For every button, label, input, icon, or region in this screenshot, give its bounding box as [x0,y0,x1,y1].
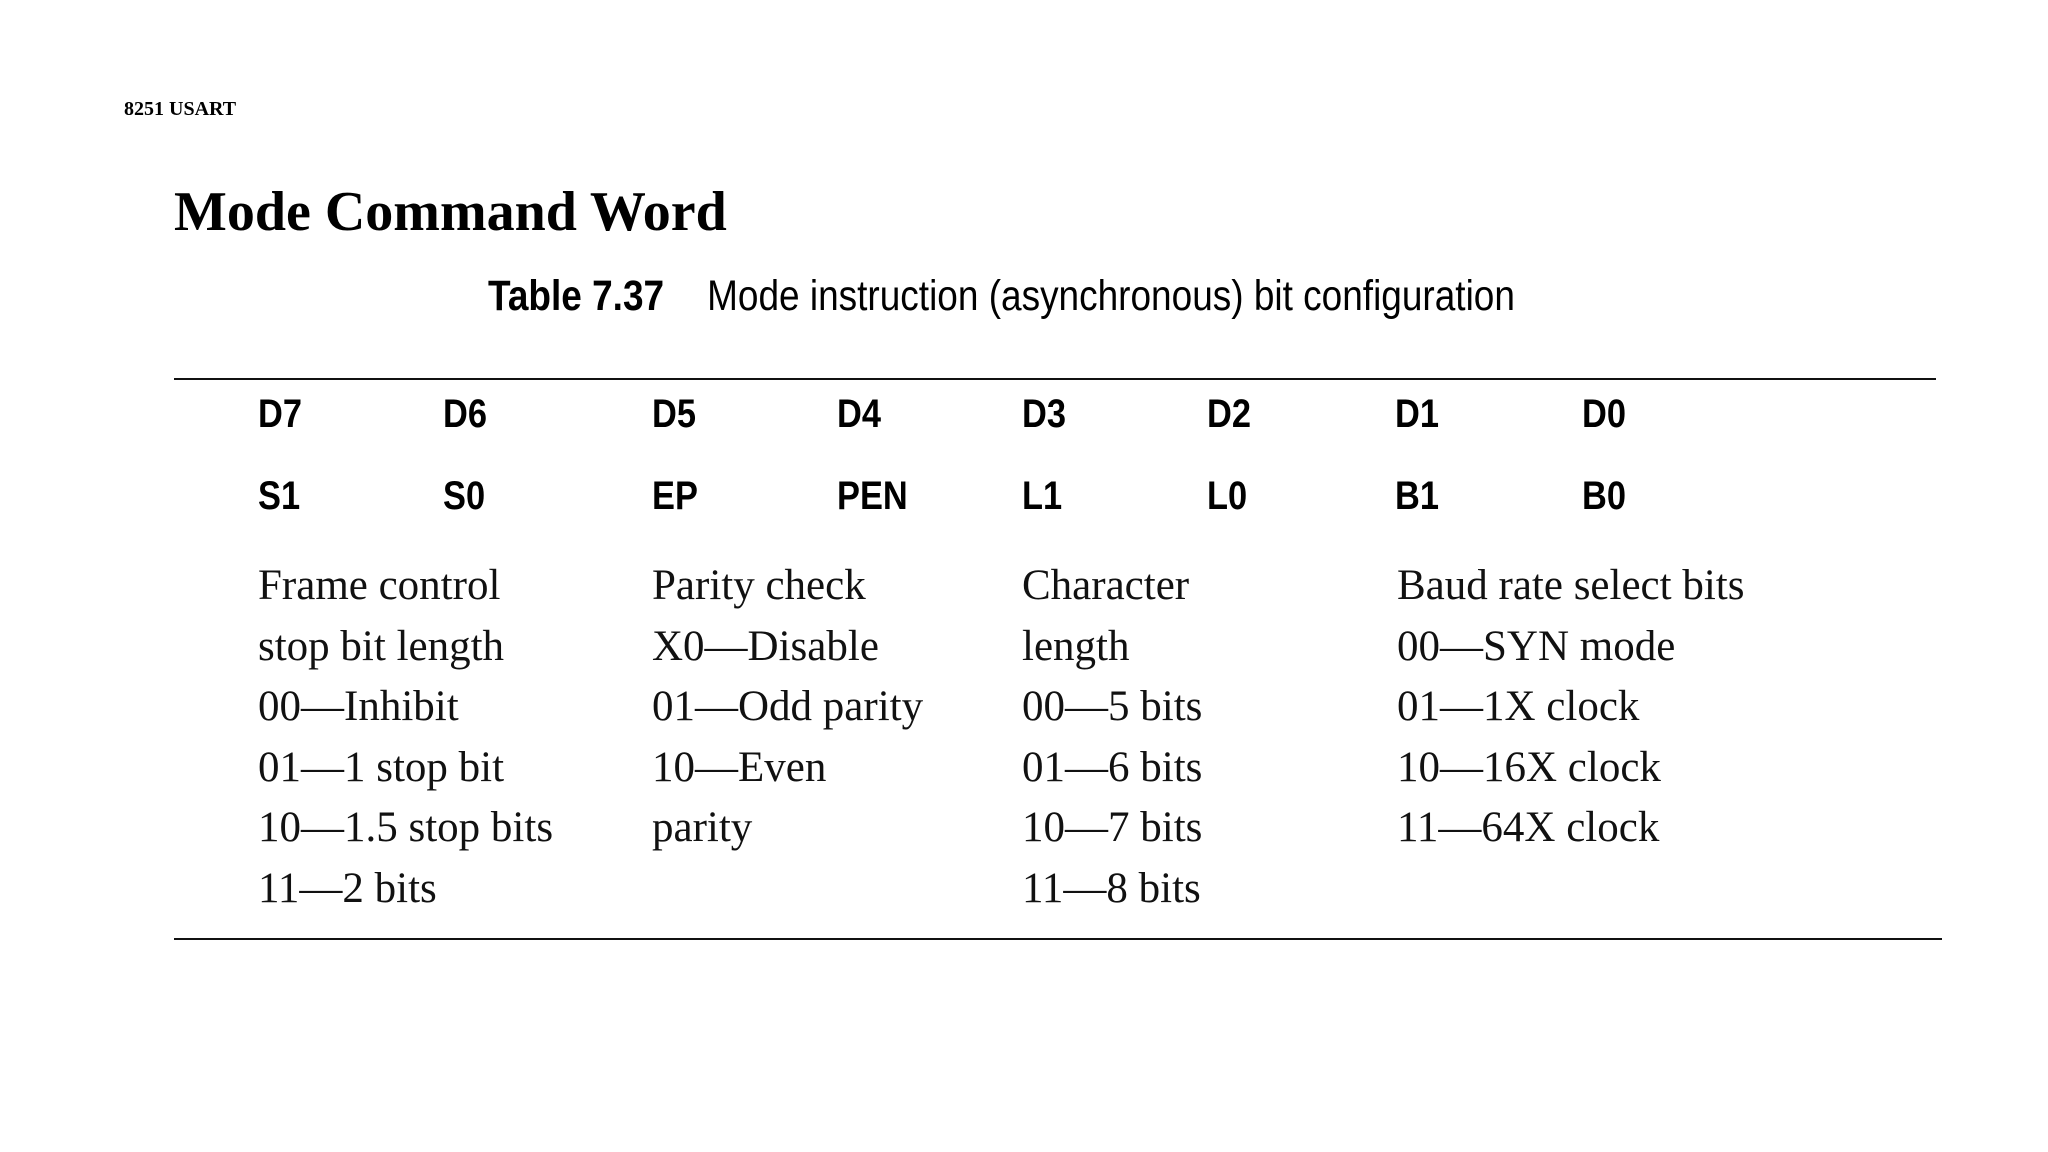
description-line: 01—1 stop bit [258,743,505,791]
description-line: 01—1X clock [1397,683,1640,730]
bit-header-d5: D5 [652,392,696,436]
field-s1: S1 [258,474,301,518]
description-line: 00—Inhibit [258,683,459,730]
stop-bit-description [258,556,553,919]
bit-header-d4: D4 [837,392,881,436]
bit-header-d7: D7 [258,392,302,436]
description-line: parity [652,804,753,851]
parity-description [652,556,923,859]
bit-header-d2: D2 [1207,392,1251,436]
description-line: 11—8 bits [1022,864,1201,912]
description-line: Character [1022,562,1190,609]
baud-rate-description [1397,556,1744,859]
description-line: stop bit length [258,622,505,670]
page-title: Mode Command Word [174,181,727,243]
description-line: Baud rate select bits [1397,562,1745,609]
description-line: 10—1.5 stop bits [258,804,554,851]
field-ep: EP [652,474,698,518]
bit-header-d6: D6 [443,392,487,436]
description-line: 00—5 bits [1022,683,1203,730]
bit-header-d3: D3 [1022,392,1066,436]
description-line: 00—SYN mode [1397,622,1676,670]
description-line: Parity check [652,562,866,609]
table-caption [488,272,1515,321]
field-s0: S0 [443,474,486,518]
description-line: X0—Disable [652,622,879,670]
field-b1: B1 [1395,474,1439,518]
table-bottom-rule [174,938,1942,940]
field-pen: PEN [837,474,908,518]
description-line: 10—16X clock [1397,743,1661,791]
bit-header-d0: D0 [1582,392,1626,436]
description-line: 10—7 bits [1022,804,1203,851]
description-line: 11—2 bits [258,864,437,912]
description-line: 01—6 bits [1022,743,1203,791]
table-caption-label: Table 7.37 [488,272,665,320]
running-header: 8251 USART [124,98,237,120]
table-caption-text: Mode instruction (asynchronous) bit configuration [707,272,1515,320]
description-line: Frame control [258,562,501,609]
field-l1: L1 [1022,474,1063,518]
description-line: 01—Odd parity [652,683,924,730]
description-line: 11—64X clock [1397,804,1660,851]
field-b0: B0 [1582,474,1626,518]
field-l0: L0 [1207,474,1248,518]
description-line: 10—Even [652,743,827,791]
description-line: length [1022,622,1130,670]
table-top-rule [174,378,1936,380]
bit-header-d1: D1 [1395,392,1439,436]
character-length-description [1022,556,1202,919]
